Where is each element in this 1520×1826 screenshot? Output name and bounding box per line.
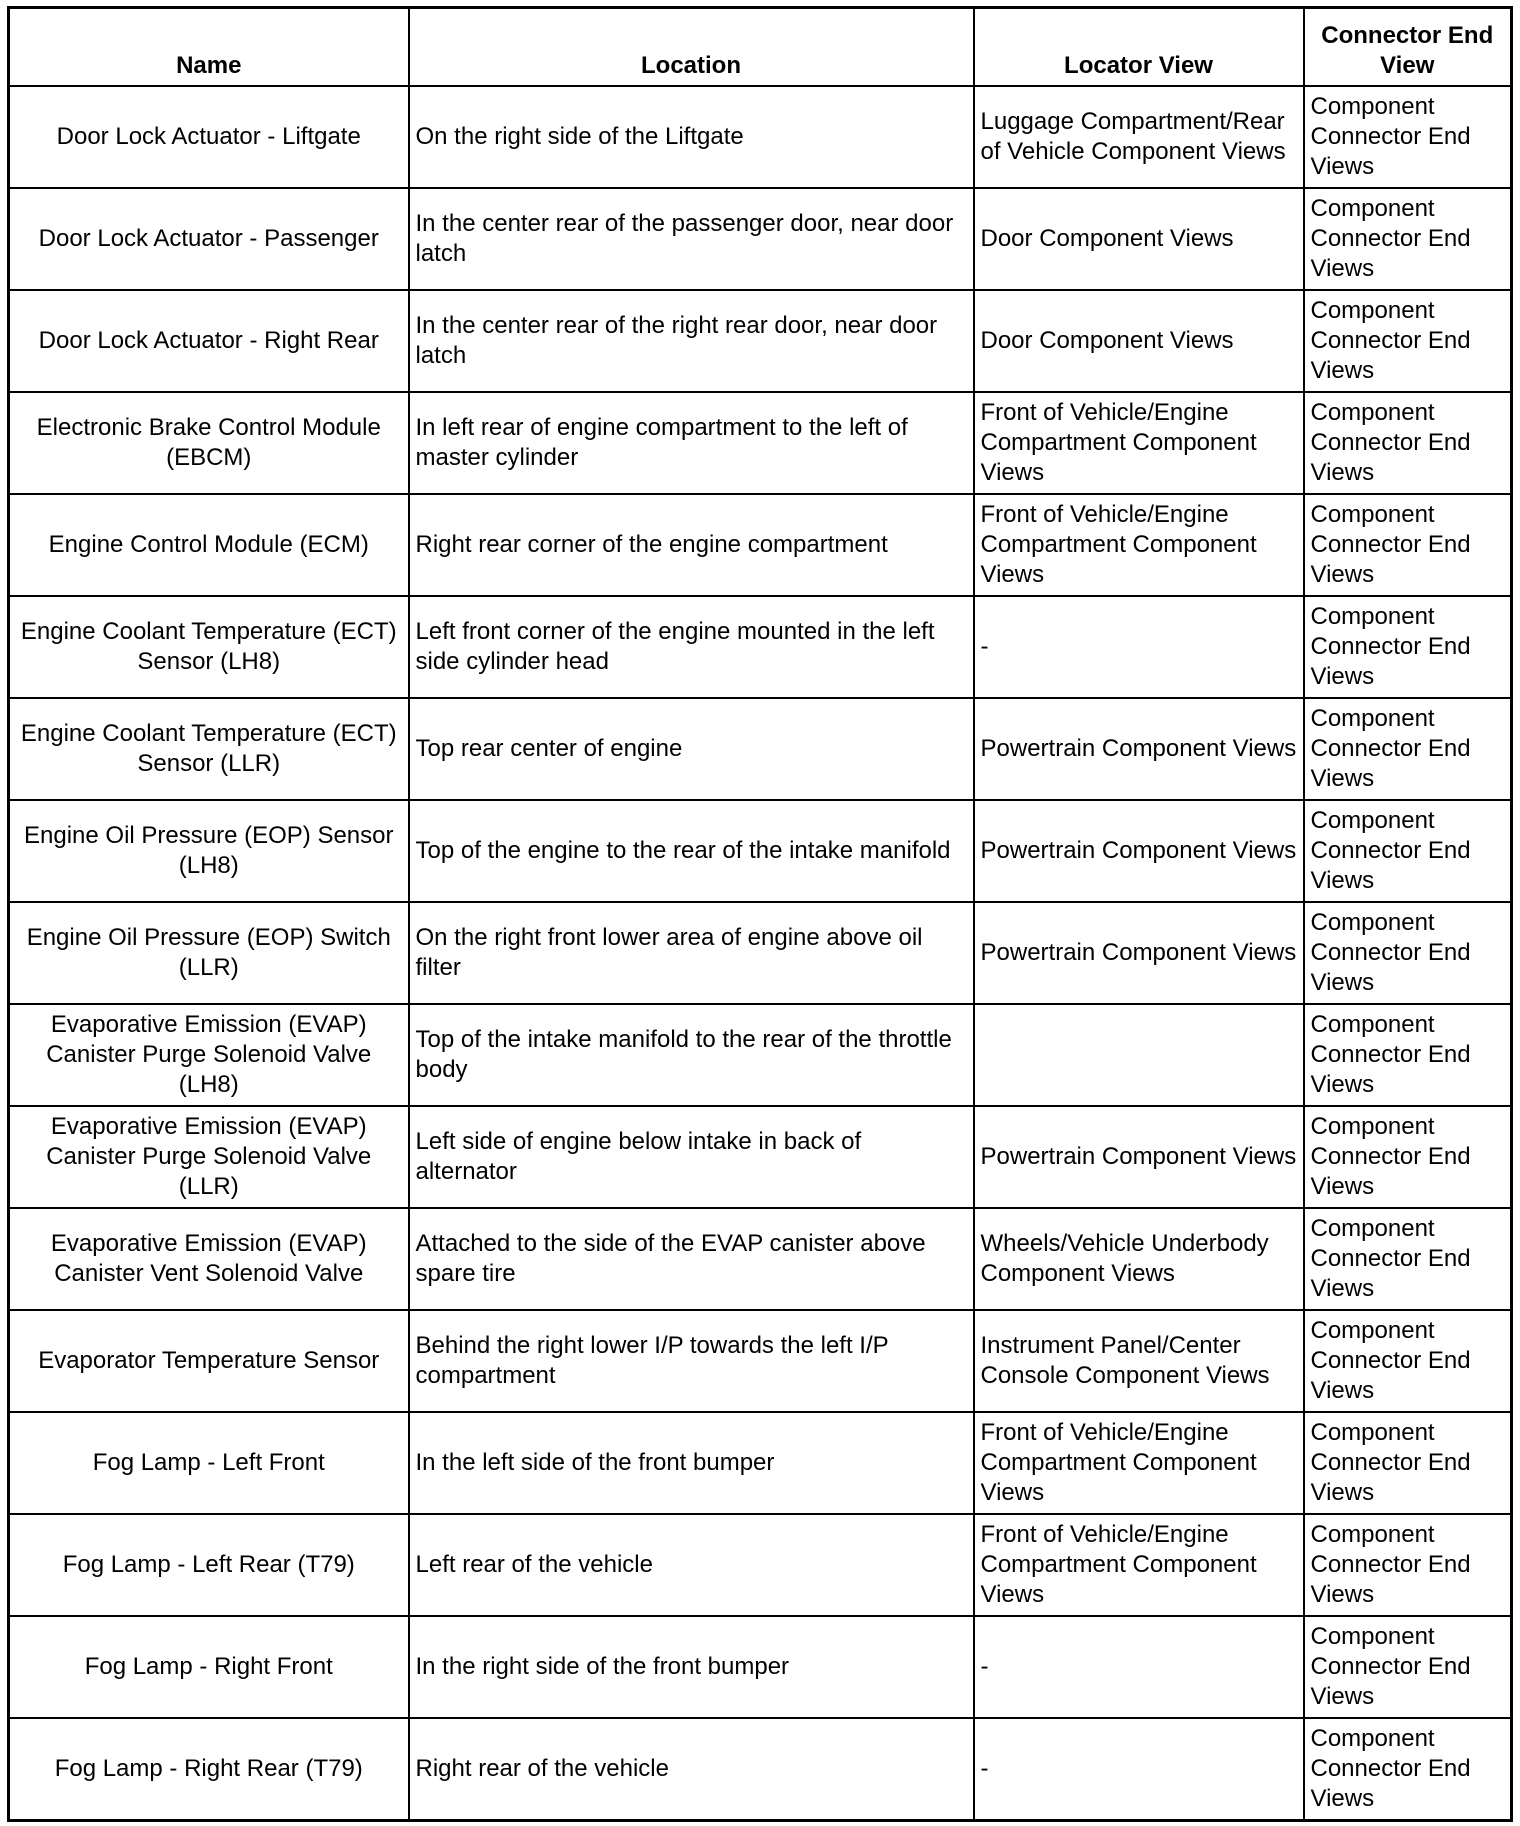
column-header-name: Name	[9, 8, 409, 87]
cell-name: Engine Control Module (ECM)	[9, 494, 409, 596]
cell-connector-end-view: Component Connector End Views	[1304, 1616, 1512, 1718]
cell-locator-view: -	[974, 1718, 1304, 1821]
cell-name: Evaporative Emission (EVAP) Canister Purge Solenoid Valve (LLR)	[9, 1106, 409, 1208]
cell-name: Door Lock Actuator - Liftgate	[9, 86, 409, 188]
table-row	[9, 1412, 1512, 1514]
cell-locator-view: Front of Vehicle/Engine Compartment Component Views	[974, 392, 1304, 494]
cell-connector-end-view: Component Connector End Views	[1304, 1412, 1512, 1514]
column-header-connector-end-view: Connector End View	[1304, 8, 1512, 87]
table-row	[9, 1310, 1512, 1412]
table-row	[9, 1616, 1512, 1718]
cell-location: In the center rear of the passenger door, near door latch	[409, 188, 974, 290]
cell-location: In the center rear of the right rear door, near door latch	[409, 290, 974, 392]
cell-locator-view: Powertrain Component Views	[974, 800, 1304, 902]
table-row	[9, 596, 1512, 698]
column-header-location: Location	[409, 8, 974, 87]
cell-location: Left rear of the vehicle	[409, 1514, 974, 1616]
cell-name: Evaporator Temperature Sensor	[9, 1310, 409, 1412]
table-row	[9, 290, 1512, 392]
cell-connector-end-view: Component Connector End Views	[1304, 392, 1512, 494]
cell-name: Engine Oil Pressure (EOP) Sensor (LH8)	[9, 800, 409, 902]
cell-name: Evaporative Emission (EVAP) Canister Purge Solenoid Valve (LH8)	[9, 1004, 409, 1106]
cell-connector-end-view: Component Connector End Views	[1304, 1310, 1512, 1412]
cell-location: Right rear of the vehicle	[409, 1718, 974, 1821]
cell-name: Door Lock Actuator - Right Rear	[9, 290, 409, 392]
table-row	[9, 494, 1512, 596]
cell-connector-end-view: Component Connector End Views	[1304, 596, 1512, 698]
cell-name: Fog Lamp - Right Front	[9, 1616, 409, 1718]
table-header-row	[9, 8, 1512, 87]
cell-name: Fog Lamp - Left Rear (T79)	[9, 1514, 409, 1616]
cell-connector-end-view: Component Connector End Views	[1304, 800, 1512, 902]
cell-locator-view	[974, 1004, 1304, 1106]
table-row	[9, 392, 1512, 494]
cell-locator-view: Powertrain Component Views	[974, 698, 1304, 800]
table-row	[9, 86, 1512, 188]
column-header-locator-view: Locator View	[974, 8, 1304, 87]
cell-connector-end-view: Component Connector End Views	[1304, 902, 1512, 1004]
table-body	[9, 86, 1512, 1821]
cell-name: Fog Lamp - Left Front	[9, 1412, 409, 1514]
cell-location: Top of the intake manifold to the rear of the throttle body	[409, 1004, 974, 1106]
cell-locator-view: Instrument Panel/Center Console Component Views	[974, 1310, 1304, 1412]
cell-connector-end-view: Component Connector End Views	[1304, 698, 1512, 800]
cell-location: Left side of engine below intake in back of alternator	[409, 1106, 974, 1208]
cell-location: Right rear corner of the engine compartment	[409, 494, 974, 596]
cell-connector-end-view: Component Connector End Views	[1304, 290, 1512, 392]
table-row	[9, 698, 1512, 800]
cell-location: In the left side of the front bumper	[409, 1412, 974, 1514]
cell-location: Left front corner of the engine mounted in the left side cylinder head	[409, 596, 974, 698]
table-row	[9, 800, 1512, 902]
cell-locator-view: Front of Vehicle/Engine Compartment Component Views	[974, 494, 1304, 596]
cell-connector-end-view: Component Connector End Views	[1304, 494, 1512, 596]
table-row	[9, 902, 1512, 1004]
cell-connector-end-view: Component Connector End Views	[1304, 1718, 1512, 1821]
component-locator-table-wrapper	[7, 6, 1513, 1822]
cell-location: Attached to the side of the EVAP canister above spare tire	[409, 1208, 974, 1310]
cell-connector-end-view: Component Connector End Views	[1304, 86, 1512, 188]
cell-name: Door Lock Actuator - Passenger	[9, 188, 409, 290]
table-row	[9, 188, 1512, 290]
cell-locator-view: Front of Vehicle/Engine Compartment Component Views	[974, 1514, 1304, 1616]
cell-location: Top rear center of engine	[409, 698, 974, 800]
component-locator-table	[7, 6, 1513, 1822]
cell-location: Behind the right lower I/P towards the left I/P compartment	[409, 1310, 974, 1412]
cell-locator-view: Luggage Compartment/Rear of Vehicle Component Views	[974, 86, 1304, 188]
cell-name: Engine Oil Pressure (EOP) Switch (LLR)	[9, 902, 409, 1004]
table-row	[9, 1106, 1512, 1208]
cell-locator-view: Door Component Views	[974, 188, 1304, 290]
cell-connector-end-view: Component Connector End Views	[1304, 1514, 1512, 1616]
table-row	[9, 1718, 1512, 1821]
table-row	[9, 1514, 1512, 1616]
cell-location: In the right side of the front bumper	[409, 1616, 974, 1718]
cell-name: Electronic Brake Control Module (EBCM)	[9, 392, 409, 494]
cell-locator-view: Wheels/Vehicle Underbody Component Views	[974, 1208, 1304, 1310]
cell-locator-view: Powertrain Component Views	[974, 1106, 1304, 1208]
cell-name: Engine Coolant Temperature (ECT) Sensor (LLR)	[9, 698, 409, 800]
cell-connector-end-view: Component Connector End Views	[1304, 188, 1512, 290]
cell-locator-view: -	[974, 1616, 1304, 1718]
cell-locator-view: Front of Vehicle/Engine Compartment Component Views	[974, 1412, 1304, 1514]
cell-location: On the right side of the Liftgate	[409, 86, 974, 188]
cell-name: Fog Lamp - Right Rear (T79)	[9, 1718, 409, 1821]
cell-connector-end-view: Component Connector End Views	[1304, 1106, 1512, 1208]
cell-name: Evaporative Emission (EVAP) Canister Vent Solenoid Valve	[9, 1208, 409, 1310]
cell-location: Top of the engine to the rear of the intake manifold	[409, 800, 974, 902]
table-row	[9, 1004, 1512, 1106]
cell-connector-end-view: Component Connector End Views	[1304, 1208, 1512, 1310]
table-row	[9, 1208, 1512, 1310]
cell-location: On the right front lower area of engine above oil filter	[409, 902, 974, 1004]
cell-name: Engine Coolant Temperature (ECT) Sensor (LH8)	[9, 596, 409, 698]
cell-locator-view: Door Component Views	[974, 290, 1304, 392]
cell-connector-end-view: Component Connector End Views	[1304, 1004, 1512, 1106]
cell-location: In left rear of engine compartment to the left of master cylinder	[409, 392, 974, 494]
cell-locator-view: -	[974, 596, 1304, 698]
cell-locator-view: Powertrain Component Views	[974, 902, 1304, 1004]
